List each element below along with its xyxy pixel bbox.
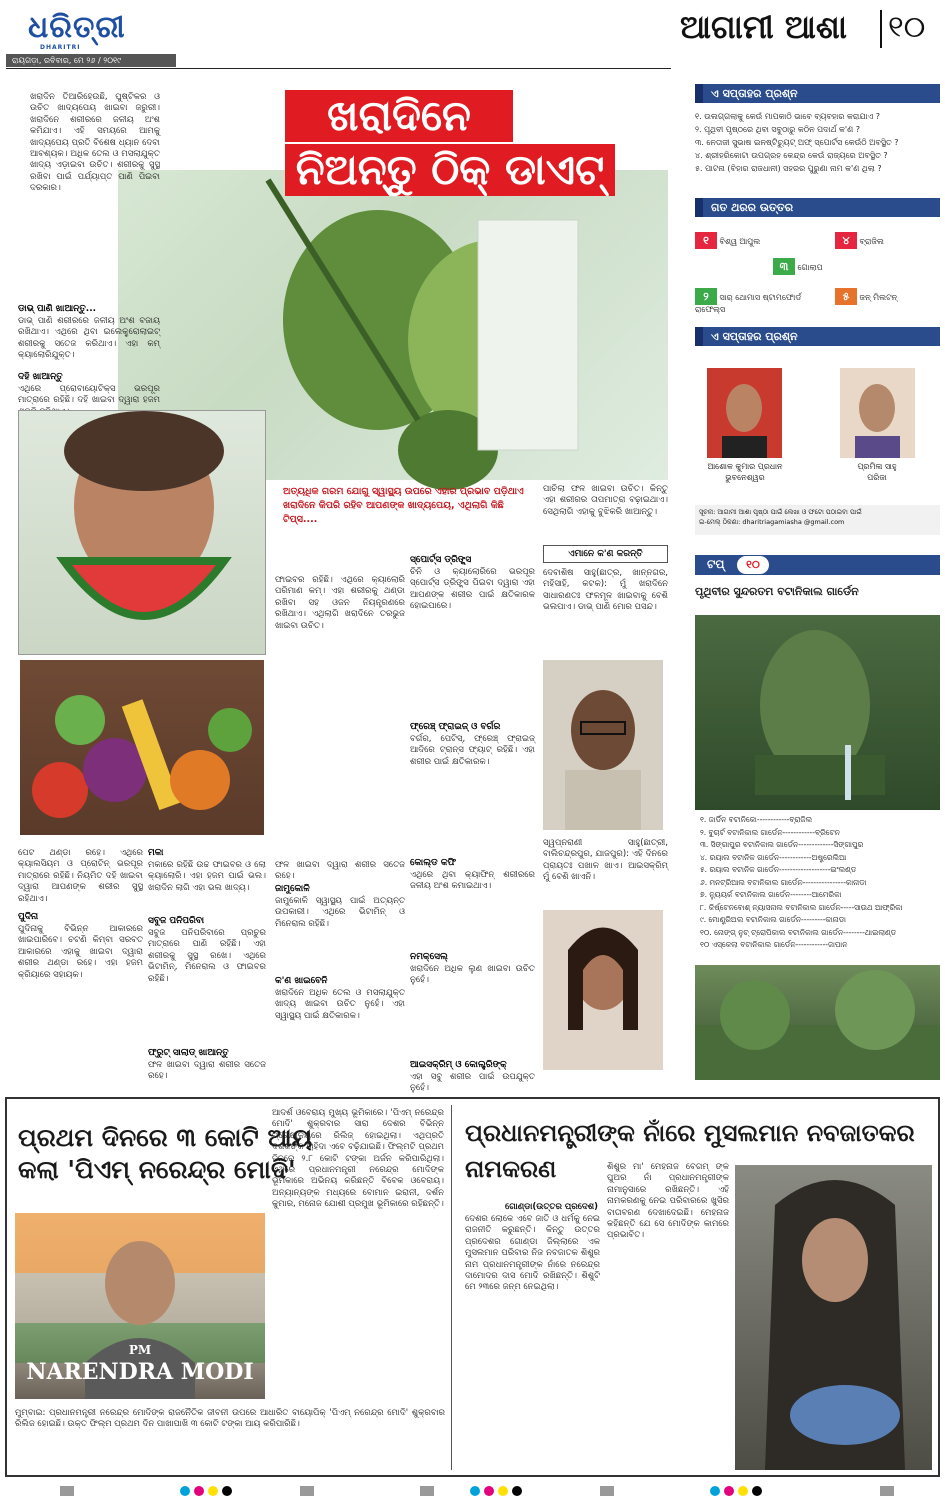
subhead-fried-food: ଫ୍ରେଞ୍ଚ୍ ଫ୍ରାଇଜ୍ ଓ ବର୍ଗର [410,722,501,732]
top10-label: ଟପ୍ [707,557,725,571]
answer-item: ୫ ଜନ୍ ମିଲଟନ୍ [835,288,897,305]
subhead-jamun: ଜାମୁକୋଳି [275,884,310,894]
winner1-name: ଆଶୋକ କୁମାର ପ୍ରଧାନ [707,462,783,471]
quiz-winners [695,352,940,507]
headline-line-2: ନିଅନ୍ତୁ ଠିକ୍ ଡାଏଟ୍ [285,144,615,196]
subhead-cold-coffee: କୋଲ୍ଡ କଫି [410,858,457,868]
print-mark [498,1486,508,1496]
winner2-place: ପରିଜା [867,473,887,482]
subhead-curd: ଦହି ଖାଆନ୍ତୁ [18,372,63,382]
garden-photo [695,965,940,1080]
cold-coffee-paragraph: ଏଥିରେ ଥିବା କ୍ୟାଫିନ୍ ଶରୀରରେ ଜଳୀୟ ଅଂଶ କମାଇଥାଏ। [410,870,535,892]
list-item: ୭. ନ୍ୟୁୟର୍କ ବଟାନିକାଲ ଗାର୍ଡେନ--------ଆମେରିକା [700,890,842,899]
subhead-salt: ନମକ୍‌ସେଲ୍ [410,952,448,962]
jamun-paragraph: ଜାମୁକୋଳି ସ୍ୱାସ୍ଥ୍ୟ ପାଇଁ ଅତ୍ୟନ୍ତ ଉପକାରୀ। ଏଥିରେ ଭିଟାମିନ୍ ଓ ମିନେରାଲ ରହିଛି। [275,896,405,929]
student-photo-girl [543,910,663,1070]
last-answers [695,220,940,315]
list-item: ୨. ବୁଚାର୍ଟ ବଟାନିକାଲ ଗାର୍ଡେନ------------ବ୍ରିଟେନ [700,827,840,837]
standfirst: ଅତ୍ୟଧିକ ଗରମ ଯୋଗୁ ସ୍ୱାସ୍ଥ୍ୟ ଉପରେ ଏହାର ପ୍ରଭାବ ପଡ଼ିଥାଏ ଖରାଦିନେ କିପରି ରହିବ ଆପଣଙ୍କ ଖାଦ୍ୟପେୟ, ଏଥିଲାଗି କିଛି ଟିପ୍ସ.... [283,486,524,525]
answer-item: ୩ ଗୋଲାପ [773,258,823,275]
biopic-lead: ମୁମ୍ବାଇ: ପ୍ରଧାନମନ୍ତ୍ରୀ ନରେନ୍ଦ୍ର ମୋଦିଙ୍କ ରାଜନୈତିକ ଜୀବନୀ ଉପରେ ଆଧାରିତ ବାୟୋପିକ୍ 'ପିଏମ୍ ନରେନ୍ଦ୍ର ମୋଦି' ଶୁକ୍ରବାର ରିଲିଜ ହୋଇଛି। ଉକ୍ତ ଫିଲ୍ମ ପ୍ରଥମ ଦିନ ପାଖାପାଖି ୩ କୋଟି ଟଙ୍କା ଆୟ କରିପାରିଛି। [15,1408,445,1430]
list-item: ୪. ରୟାଲ ବଟାନିକ ଗାର୍ଡେନ------------ଅଷ୍ଟ୍ରେଲିଆ [700,852,847,862]
print-mark [710,1486,720,1496]
curd-continued: ପେଟ ଥଣ୍ଡା ରହେ। ଏଥିରେ କ୍ୟାଲସିୟମ ଓ ପ୍ରୋଟିନ୍ ଭରପୂର ମାତ୍ରାରେ ରହିଛି। ନିୟମିତ ଦହି ଖାଇବା ଦ୍ୱାରା ଆପଣଙ୍କ ଶରୀର ସୁସ୍ଥ ରହିଥାଏ। [18,848,143,904]
winner2-name: ପ୍ରମିଳା ସାହୁ [857,462,897,471]
print-mark [208,1486,218,1496]
main-headline [285,90,615,195]
print-mark [222,1486,232,1496]
naming-dateline: ଗୋଣ୍ଡା(ଉତ୍ତର ପ୍ରଦେଶ) [505,1202,598,1212]
page-label: ଆଗାମୀ ଆଶା [680,8,847,46]
salt-paragraph: ଖରାଦିନେ ଅଧିକ ଲୁଣ ଖାଇବା ଉଚିତ ନୁହେଁ। [410,964,535,986]
mint-paragraph: ପୁଦିନାକୁ ବିଭିନ୍ନ ଆକାରରେ ଖାଇପାରିବେ। ଚଟଣି କିମ୍ବା ସରବତ ଆକାରରେ ଏହାକୁ ଖାଇବା ଦ୍ୱାରା ଶରୀର ଥଣ୍ଡା ରହେ। ଏହା ହଜମ କ୍ରିୟାରେ ସହାୟକ। [18,924,143,980]
submission-credit [695,505,940,535]
last-answers-title-bar: ଗତ ଥରର ଉତ୍ତର [695,198,940,217]
corn-paragraph: ମକାରେ ରହିଛି ଉଚ୍ଚ ଫାଇବର ଓ ଲୋ କ୍ୟାଲୋରି। ଏହା ହଜମ ପାଇଁ ଭଲ। ଖରାଦିନ ଲାଗି ଏହା ଭଲ ଖାଦ୍ୟ। [148,860,266,893]
student-photo-boy [543,660,663,830]
opinion-swapnarani: ସ୍ୱପ୍ନରାଣୀ ସାହୁ(ଛାତ୍ରୀ, ବାଲିଚନ୍ଦ୍ରପୁର, ଯାଜପୁର): ଏହି ଦିନରେ ପ୍ରାୟତଃ ପଖାଳ ଖାଏ। ଆଇସକ୍ରିମ୍ ମୁଁ ବେଶି ଖାଏନି। [543,838,668,883]
quiz-question: ୧. ଉଲଗ୍ଗଲାକୁ କେଉଁ ମାପକାଠି ଭାବେ ବ୍ୟବହାର କରାଯାଏ ? [695,112,880,121]
main-article-intro: ଖରାଦିନ ତିଆରିହେଉଛି, ପୁଷ୍ଟିକର ଓ ଉଚିତ ଖାଦ୍ୟପେୟ ଖାଇବା ଜରୁରୀ। ଖରାଦିନେ ଶରୀରରେ ଜଳୀୟ ଅଂଶ କମିଯାଏ। ଏହି ସମୟରେ ଆମକୁ ଖାଦ୍ୟପେୟ ପ୍ରତି ବିଶେଷ ଧ୍ୟାନ ଦେବା ଆବଶ୍ୟକ। ଅଧିକ ତେଲ ଓ ମସଲାଯୁକ୍ତ ଖାଦ୍ୟ ଏଡ଼ାଇବା ଉଚିତ। ଶରୀରକୁ ସୁସ୍ଥ ରଖିବା ପାଇଁ ପର୍ଯ୍ୟାପ୍ତ ପାଣି ପିଇବା ଦରକାର। [30,92,160,194]
poster-pm: PM [128,1343,152,1357]
vegetables-photo [20,660,264,835]
dateline: ରାୟଗଡ଼ା, ରବିବାର, ମେ ୨୬ / ୨୦୧୯ [6,54,176,67]
answer-item: ୪ ବ୍ରାଜିଲ [835,232,884,249]
quiz-question: ୨. ପୃଥିବୀ ପୃଷ୍ଠରେ ଥିବା ସବୁଠାରୁ କଠିନ ପଦାର୍ଥ କ'ଣ ? [695,125,860,134]
quiz-question: ୪. ଶ୍ରୀହରିକୋଟା ଉପଗ୍ରହ କେନ୍ଦ୍ର କେଉଁ ରାଜ୍ୟରେ ଅବସ୍ଥିତ ? [695,151,888,160]
top10-title: ପୃଥିବୀର ସୁନ୍ଦରତମ ବଟାନିକାଲ ଗାର୍ଡେନ [695,585,859,598]
subhead-greens: ସବୁଜ ପନିପରିବା [148,916,205,926]
watermelon-woman-photo [18,410,266,655]
naming-body-1: ଦେଶର ଲୋକେ ଏବେ ଜାତି ଓ ଧର୍ମକୁ ନେଇ ରାଜନୀତି କରୁଛନ୍ତି। କିନ୍ତୁ ଉତ୍ତର ପ୍ରଦେଶର ଗୋଣ୍ଡା ଜିଲ୍ଲାରେ ଏକ ମୁସଲମାନ ପରିବାର ନିଜ ନବଜାତକ ଶିଶୁର ନାମ ପ୍ରଧାନମନ୍ତ୍ରୀଙ୍କ ନାଁରେ ନରେନ୍ଦ୍ର ଦାମୋଦର ଦାସ ମୋଦି ରଖିଛନ୍ତି। ଶିଶୁଟି ମେ ୨୩ରେ ଜନ୍ମ ନେଇଥିଲା। [465,1214,600,1293]
list-item: ୧୦ ଏସ୍କେଲା ବଟାନିକାଲ ଗାର୍ଡେନ------------ଜାପାନ [700,940,848,949]
what-not-paragraph: ଖରାଦିନେ ଅଧିକ ତେଲ ଓ ମସଲାଯୁକ୍ତ ଖାଦ୍ୟ ଖାଇବା ଉଚିତ ନୁହେଁ। ଏହା ସ୍ୱାସ୍ଥ୍ୟ ପାଇଁ କ୍ଷତିକାରକ। [275,988,405,1021]
answer-item: ୨ ସାର୍ ଥୋମାସ ଷ୍ଟାମଫୋର୍ଡ ରାଫେଲ୍ସ [695,290,802,314]
masthead-subtitle: DHARITRI [40,44,81,51]
list-item: ୮. କିର୍ଷ୍ଟେନବୋଶ୍ ନ୍ୟାସନାଲ ବଟାନିକାଲ ଗାର୍ଡେନ-----ସାଉଥ ଆଫ୍ରିକା [700,902,903,912]
print-mark [420,1486,434,1496]
quiz-questions [695,110,940,175]
list-item: ୬. ମନଟ୍ରିଆଲ ବଟାନିକାଲ ଗାର୍ଡେନ----------------କାନାଡା [700,877,867,887]
print-mark [484,1486,494,1496]
masthead-logo: ଧରିତ୍ରୀ [28,10,126,45]
subhead-coconut: ଡାଭ୍ ପାଣି ଖାଆନ୍ତୁ... [18,304,97,314]
quiz-title-bar: ଏ ସପ୍ତାହର ପ୍ରଶ୍ନ [695,84,940,103]
print-mark [180,1486,190,1496]
print-mark [194,1486,204,1496]
print-mark [738,1486,748,1496]
fruit-salad-note: ଫଳ ଖାଇବା ଦ୍ୱାରା ଶରୀର ସତେଜ ରହେ। [275,860,405,882]
fruit-salad-paragraph: ଫଳ ଖାଇବା ଦ୍ୱାରା ଶରୀର ସତେଜ ରହେ। [148,1060,266,1082]
watermelon-paragraph: ଫାଇବର ରହିଛି। ଏଥିରେ କ୍ୟାଲୋରି ପରିମାଣ କମ୍। ଏହା ଶରୀରକୁ ଥଣ୍ଡା ରଖିବା ସହ ଓଜନ ନିୟନ୍ତ୍ରଣରେ ରଖିଥାଏ। ଏଥିଲାଗି ଖରାଦିନେ ତରଭୁଜ ଖାଇବା ଉଚିତ। [275,575,405,631]
opinions-label: ଏମାନେ କ'ଣ କରନ୍ତି [543,545,668,563]
print-mark [752,1486,762,1496]
print-mark [470,1486,480,1496]
list-item: ୩. ସିଙ୍ଗାପୁର ବଟାନିକାଲ ଗାର୍ଡେନ-------------ସିଙ୍ଗାପୁର [700,840,864,849]
print-mark [600,1486,614,1496]
subhead-what-not: କ'ଣ ଖାଇବେନି [275,976,328,986]
page-number: ୧୦ [888,10,926,45]
biopic-body: ଆଦର୍ଶ ଓବେରାୟ ମୁଖ୍ୟ ଭୂମିକାରେ। 'ପିଏମ୍ ନରେନ୍ଦ୍ର ମୋଦି' ଶୁକ୍ରବାର ସାରା ଦେଶର ବିଭିନ୍ନ ପ୍ରେକ୍ଷାଳୟରେ ରିଲିଜ୍ ହୋଇଥିଲା। ଏଥିପ୍ରତି ଦର୍ଶକଙ୍କ ଚାହିଦା ଏବେ ବଢ଼ିଯାଇଛି। ଫିଲ୍ମଟି ପ୍ରଥମ ଦିନରେ ୨.୮ କୋଟି ଟଙ୍କା ଅର୍ଜନ କରିପାରିଥିଲା। ଏଥିରେ ପ୍ରଧାନମନ୍ତ୍ରୀ ନରେନ୍ଦ୍ର ମୋଦିଙ୍କ ଭୂମିକାରେ ଅଭିନୟ କରିଛନ୍ତି ବିବେକ ଓବେରାୟ। ଅନ୍ୟାନ୍ୟଙ୍କ ମଧ୍ୟରେ ବୋମାନ ଇରାନୀ, ଦର୍ଶନ କୁମାର, ମନୋଜ ଯୋଶୀ ପ୍ରମୁଖ ଭୂମିକାରେ ରହିଛନ୍ତି। [272,1108,444,1210]
top10-list [700,814,940,952]
answer-item: ୧ ବିଶ୍ୱ ଆପୁଲ [695,232,760,249]
winner-photo [707,368,782,458]
list-item: ୧୦. ନୋଙ୍ଗ୍ ନୁଚ୍ ଟ୍ରୋପିକାଲ ବଟାନିକାଲ ଗାର୍ଡେନ--------ଥାଇଲାଣ୍ଡ [700,927,897,937]
bottom-divider [451,1105,452,1470]
header-rule [6,68,671,69]
pm-narendra-modi-poster [15,1213,265,1399]
subhead-sports-drinks: ସ୍ପୋର୍ଟ୍ସ ଡ୍ରିଙ୍କ୍ସ [410,555,472,565]
print-mark [724,1486,734,1496]
greens-paragraph: ସବୁଜ ପନିପରିବାରେ ପ୍ରଚୁର ମାତ୍ରାରେ ପାଣି ରହିଛି। ଏହା ଶରୀରକୁ ସୁସ୍ଥ ରଖେ। ଏଥିରେ ଭିଟାମିନ୍, ମିନେରାଲ ଓ ଫାଇବର ରହିଛି। [148,928,266,984]
opinion-debashish: ଦେବାଶିଷ ସାହୁ(ଛାତ୍ର, ଖାନ୍ନଗର, ମହିସାହି, କଟକ): ମୁଁ ଖରାଦିନେ ସାଧାରଣତଃ ଫଳମୂଳ ଖାଇବାକୁ ବେଶି ଭଲପାଏ। ଡାଭ୍ ପାଣି ମୋର ପସନ୍ଦ। [543,568,668,613]
winner1-place: ଭୁବନେଶ୍ୱର [725,473,765,482]
coconut-paragraph: ଡାଭ୍ ପାଣି ଶରୀରରେ ଜଳୀୟ ଅଂଶ ବଜାୟ ରଖିଥାଏ। ଏଥିରେ ଥିବା ଇଲେକ୍ଟ୍ରୋଲାଇଟ୍ ଶରୀରକୁ ସତେଜ କରିଥାଏ। ଏହା କମ୍ କ୍ୟାଲୋରିଯୁକ୍ତ। [18,316,160,361]
subhead-corn: ମକା [148,848,164,858]
list-item: ୧. ଜାର୍ଡିନ ବଟାନିକୋ------------ବ୍ରାଜିଲ [700,815,813,824]
print-mark [880,1486,894,1496]
credit-email[interactable]: ଇ-ମେଲ୍ ଠିକଣା: dharitriagamiasha @gmail.com [699,518,845,526]
icecream-paragraph: ଏହା ସବୁ ଶରୀର ପାଇଁ ଉପଯୁକ୍ତ ନୁହେଁ। [410,1072,535,1094]
subhead-icecream: ଆଇସକ୍ରିମ୍ ଓ କୋଲ୍ଡ୍ରିଙ୍କ୍ [410,1060,507,1070]
list-item: ୯. ମୋଣ୍ଟ୍ରିଅଲ ବଟାନିକାଲ ଗାର୍ଡେନ---------କାନାଡା [700,915,846,924]
mother-with-baby-photo [735,1165,932,1470]
list-item: ୫. ରୟାଲ ବଟାନିକ ଗାର୍ଡେନ-------------------ଇଂଲଣ୍ଡ [700,865,857,874]
quiz-question: ୫. ପାଟନା (ବିହାର ରାଜଧାନୀ) ସହରର ପୁରୁଣା ନାମ କ'ଣ ଥିଲା ? [695,164,882,173]
curd-paragraph: ଏଥିରେ ପ୍ରୋବାୟୋଟିକ୍ସ ଭରପୂର ମାତ୍ରାରେ ରହିଛି। ଦହି ଖାଇବା ଦ୍ୱାରା ହଜମ [18,384,160,406]
print-mark [512,1486,522,1496]
winners-title-bar: ଏ ସପ୍ତାହର ପ୍ରଶ୍ନ [695,327,940,346]
winner-photo [840,368,915,458]
opinion-intro: ପାଚିଲା ଫଳ ଖାଇବା ଉଚିତ। କିନ୍ତୁ ଏହା ଶରୀରର ତାପମାତ୍ରା ବଢ଼ାଇଥାଏ। ସେଥିଲାଗି ଏହାକୁ ବୁଝିକରି ଖାଆନ୍ତୁ। [543,484,668,517]
headline-line-1: ଖରାଦିନେ [285,90,513,142]
fried-food-paragraph: ବର୍ଗର, ପେଟିସ୍, ଫ୍ରେଞ୍ଚ୍ ଫ୍ରାଇଜ୍ ଆଦିରେ ଟ୍ରାନ୍ସ ଫ୍ୟାଟ୍ ରହିଛି। ଏହା ଶରୀର ପାଇଁ କ୍ଷତିକାରକ। [410,734,535,767]
credit-text: ସୂଚନା: ଆଗାମୀ ଆଶା ପୃଷ୍ଠା ପାଇଁ ଲେଖା ଓ ଫଟୋ ପଠାଇବା ପାଇଁ [699,508,862,516]
top10-bar [695,555,940,575]
biopic-headline: ପ୍ରଥମ ଦିନରେ ୩ କୋଟି ଆୟ କଲା 'ପିଏମ୍ ନରେନ୍ଦ୍ର ମୋଦି' [18,1123,313,1184]
sports-drinks-paragraph: ଚିନି ଓ କ୍ୟାଲୋରିରେ ଭରପୂର ସ୍ପୋର୍ଟ୍ସ ଡ୍ରିଙ୍କ୍ସ ପିଇବା ଦ୍ୱାରା ଏହା ଆପଣଙ୍କ ଶରୀର ପାଇଁ କ୍ଷତିକାରକ ହୋଇପାରେ। [410,567,535,612]
poster-name: NARENDRA MODI [26,1359,254,1385]
naming-body-2: ଶିଶୁର ମା' ମେହନାଜ ବେଗମ୍ ଙ୍କ ପୁଅର ନାଁ ପ୍ରଧାନମନ୍ତ୍ରୀଙ୍କ ନାମାନୁସାରେ ରଖିଛନ୍ତି। ଏହି ନାମକରଣକୁ ନେଇ ପରିବାରରେ ଖୁସିର ବାତାବରଣ ଦେଖାଦେଇଛି। ମେହନାଜ କହିଛନ୍ତି ଯେ ସେ ମୋଦିଙ୍କ କାମରେ ପ୍ରଭାବିତ। [607,1162,729,1241]
naming-headline: ପ୍ରଧାନମନ୍ତ୍ରୀଙ୍କ ନାଁରେ ମୁସଲମାନ ନବଜାତକର ନାମକରଣ [465,1119,915,1183]
header-separator [880,10,882,48]
top10-number: ୧୦ [737,556,769,574]
garden-sculpture-photo [695,615,940,810]
print-mark [300,1486,314,1496]
quiz-question: ୩. ନେତାଜୀ ସୁଭାଷ ଇନଷ୍ଟିଚ୍ୟୁଟ୍ ଅଫ୍ ସ୍ପୋର୍ଟସ କେଉଁଠି ଅବସ୍ଥିତ ? [695,138,899,147]
subhead-fruit-salad: ଫ୍ରୁଟ୍ ସାଲାଡ୍ ଖାଆନ୍ତୁ [148,1048,229,1058]
subhead-mint: ପୁଦିନା [18,912,39,922]
print-mark [60,1486,74,1496]
